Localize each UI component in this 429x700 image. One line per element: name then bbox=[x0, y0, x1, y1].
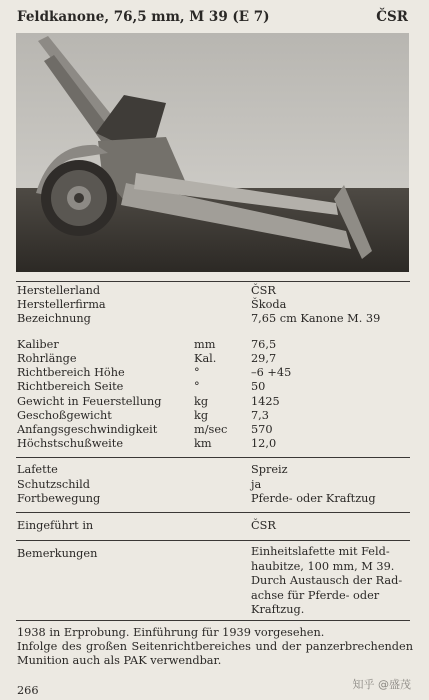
introduced-row: Eingeführt in ČSR bbox=[17, 519, 276, 532]
spec-row: Gewicht in Feuerstellung kg 1425 bbox=[17, 395, 280, 408]
divider bbox=[16, 457, 410, 458]
general-row: Bezeichnung 7,65 cm Kanone M. 39 bbox=[17, 312, 381, 325]
page-title: Feldkanone, 76,5 mm, M 39 (E 7) bbox=[17, 9, 270, 25]
carriage-row: Schutzschild ja bbox=[17, 478, 262, 491]
spec-row: Kaliber mm 76,5 bbox=[17, 338, 277, 351]
carriage-row: Lafette Spreiz bbox=[17, 463, 288, 476]
spec-row: Anfangsgeschwindigkeit m/sec 570 bbox=[17, 423, 273, 436]
remarks-label-row: Bemerkungen bbox=[17, 547, 98, 560]
remarks-text: Einheitslafette mit Feld- haubitze, 100 mm, M 39. Durch Austausch der Rad- achse für Pferde- oder Kraftzug. bbox=[251, 545, 403, 616]
divider bbox=[16, 281, 410, 282]
carriage-row: Fortbewegung Pferde- oder Kraftzug bbox=[17, 492, 376, 505]
field-gun-photo bbox=[16, 33, 409, 272]
divider bbox=[16, 540, 410, 541]
spec-row: Richtbereich Seite ° 50 bbox=[17, 380, 266, 393]
spec-row: Geschoßgewicht kg 7,3 bbox=[17, 409, 269, 422]
spec-row: Rohrlänge Kal. 29,7 bbox=[17, 352, 277, 365]
divider bbox=[16, 512, 410, 513]
page-header bbox=[17, 9, 408, 27]
general-row: Herstellerland ČSR bbox=[17, 284, 276, 297]
divider bbox=[16, 620, 410, 621]
spec-row: Richtbereich Höhe ° –6 +45 bbox=[17, 366, 292, 379]
page-number: 266 bbox=[17, 684, 39, 697]
spec-row: Höchstschußweite km 12,0 bbox=[17, 437, 277, 450]
watermark: 知乎 @盛茂 bbox=[352, 678, 411, 691]
country-code: ČSR bbox=[376, 9, 408, 25]
general-row: Herstellerfirma Škoda bbox=[17, 298, 287, 311]
footnote: 1938 in Erprobung. Einführung für 1939 vorgesehen. Infolge des großen Seitenrichtbereiches und der panzerbrechenden Munition auch als PAK verwendbar. bbox=[17, 626, 413, 667]
